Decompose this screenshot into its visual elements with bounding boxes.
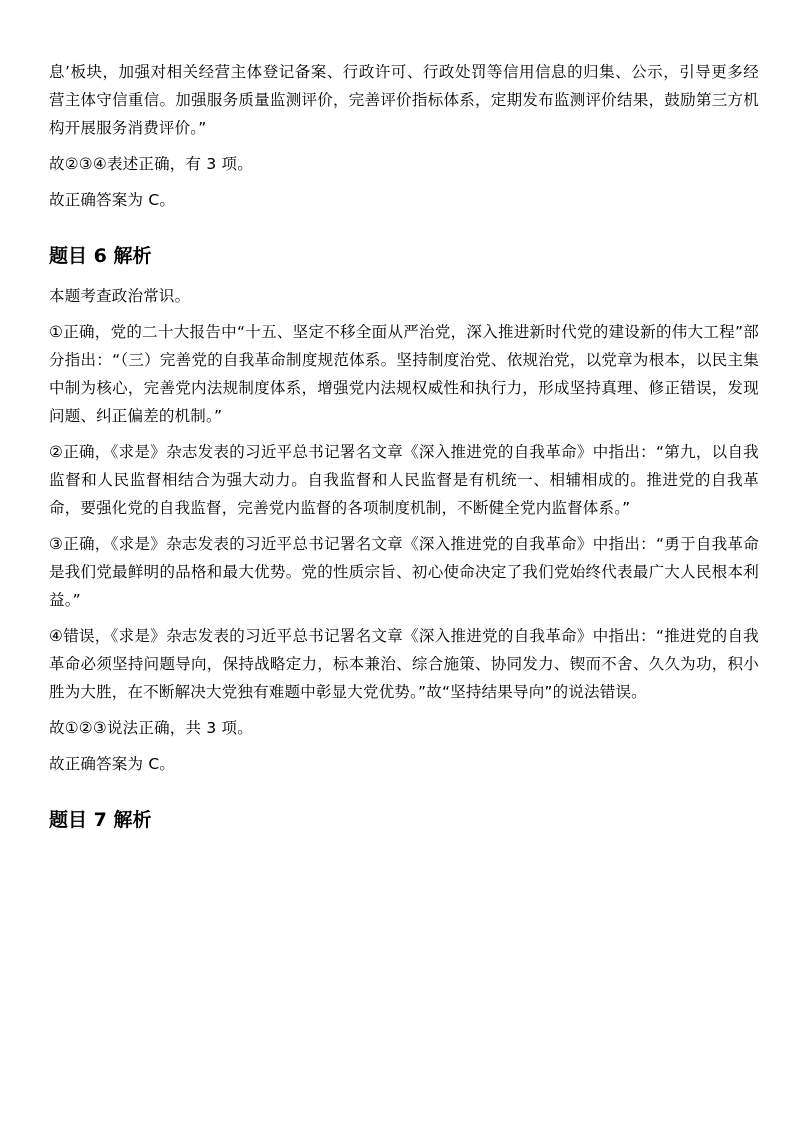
- paragraph: 故①②③说法正确，共 3 项。: [49, 719, 253, 737]
- paragraph: ②正确，《求是》杂志发表的习近平总书记署名文章《深入推进党的自我革命》中指出：“第九，以自我监督和人民监督相结合为强大动力。自我监督和人民监督是有机统一、相辅相成的。推进党的自我革命，要强化党的自我监督，完善党内监督的各项制度机制，不断健全党内监督体系。”: [49, 443, 759, 517]
- paragraph: ③正确，《求是》杂志发表的习近平总书记署名文章《深入推进党的自我革命》中指出：“勇于自我革命是我们党最鲜明的品格和最大优势。党的性质宗旨、初心使命决定了我们党始终代表最广大人民根本利益。”: [49, 535, 759, 609]
- paragraph: 故正确答案为 C。: [49, 755, 176, 773]
- paragraph: 故正确答案为 C。: [49, 191, 176, 209]
- paragraph: 故②③④表述正确，有 3 项。: [49, 155, 253, 173]
- section-heading: 题目 6 解析: [49, 245, 152, 267]
- paragraph: 本题考查政治常识。: [49, 287, 191, 305]
- section-heading: 题目 7 解析: [49, 809, 152, 831]
- paragraph: ①正确，党的二十大报告中“十五、坚定不移全面从严治党，深入推进新时代党的建设新的伟大工程”部分指出：“（三）完善党的自我革命制度规范体系。坚持制度治党、依规治党，以党章为根本，以民主集中制为核心，完善党内法规制度体系，增强党内法规权威性和执行力，形成坚持真理、修正错误，发现问题、纠正偏差的机制。”: [49, 323, 759, 425]
- paragraph: ④错误，《求是》杂志发表的习近平总书记署名文章《深入推进党的自我革命》中指出：“推进党的自我革命必须坚持问题导向，保持战略定力，标本兼治、综合施策、协同发力、锲而不舍、久久为功，积小胜为大胜，在不断解决大党独有难题中彰显大党优势。”故“坚持结果导向”的说法错误。: [49, 627, 759, 701]
- paragraph: 息’板块，加强对相关经营主体登记备案、行政许可、行政处罚等信用信息的归集、公示，引导更多经营主体守信重信。加强服务质量监测评价，完善评价指标体系，定期发布监测评价结果，鼓励第三方机构开展服务消费评价。”: [49, 63, 759, 137]
- document-page: [49, 58, 759, 846]
